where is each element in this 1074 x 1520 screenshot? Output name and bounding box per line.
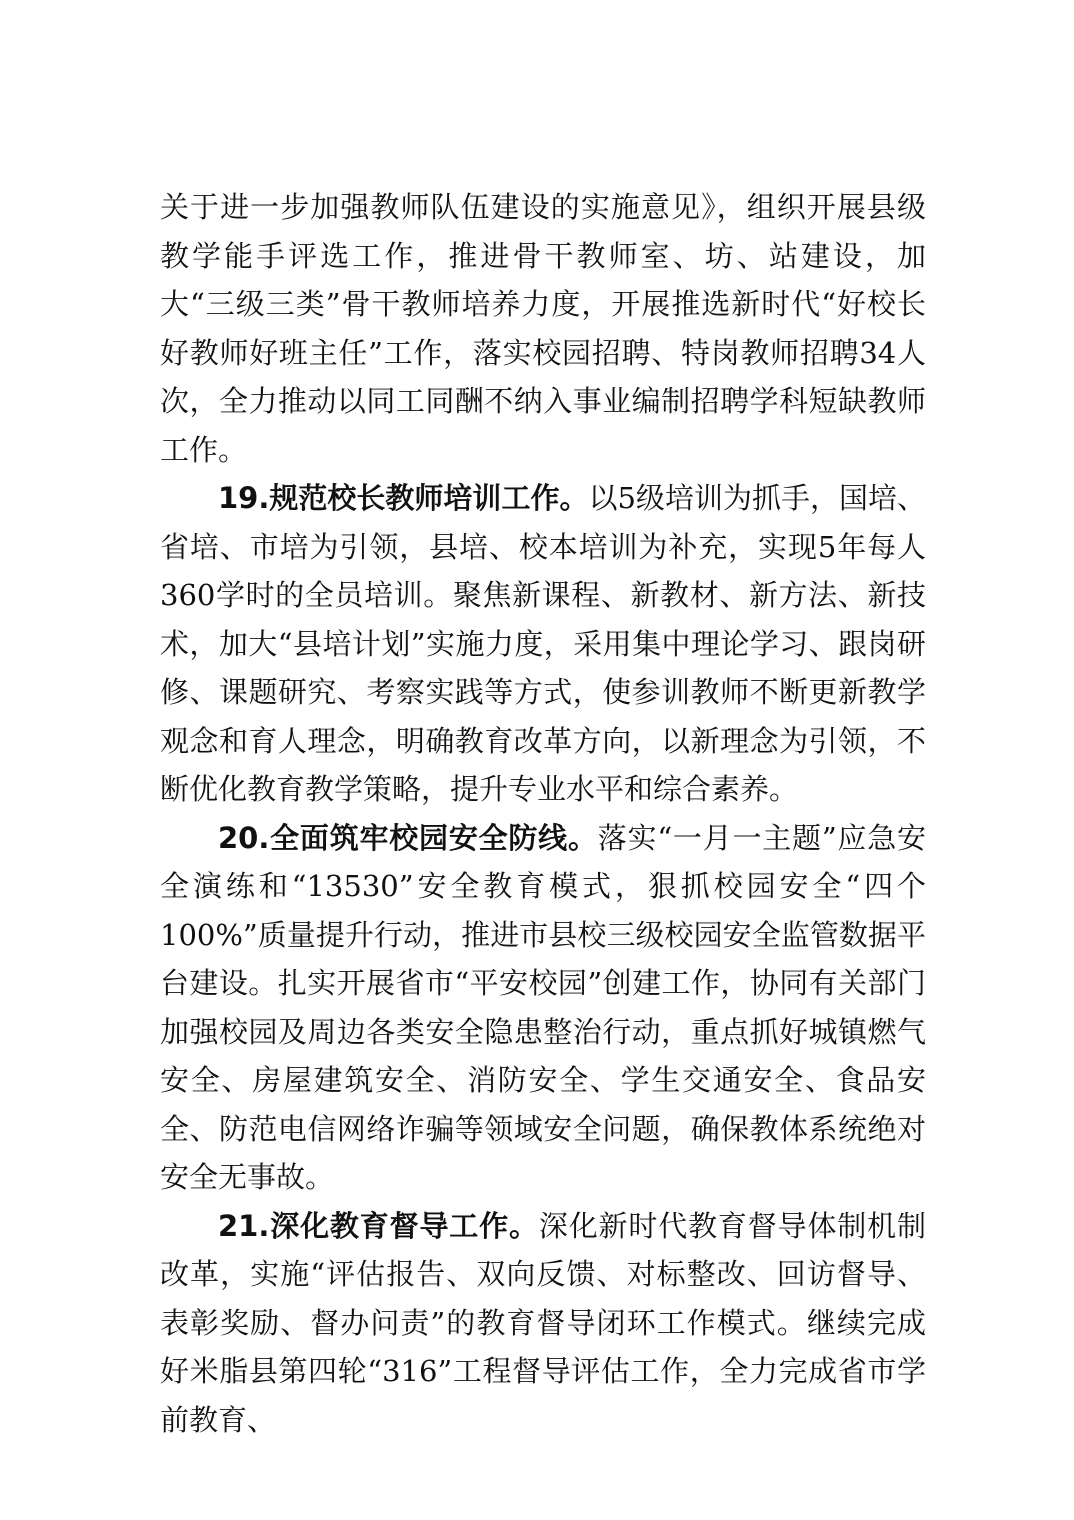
paragraph-text: 以5级培训为抓手，国培、省培、市培为引领，县培、校本培训为补充，实现5年每人360学时的全员培训。聚焦新课程、新教材、新方法、新技术，加大“县培计划”实施力度，采用集中理论学习、跟岗研修、课题研究、考察实践等方式，使参训教师不断更新教学观念和育人理念，明确教育改革方向，以新理念为引领，不断优化教育教学策略，提升专业水平和综合素养。: [160, 481, 927, 806]
section-heading: 20.全面筑牢校园安全防线。: [218, 820, 598, 855]
paragraph-text: 落实“一月一主题”应急安全演练和“13530”安全教育模式，狠抓校园安全“四个100%”质量提升行动，推进市县校三级校园安全监管数据平台建设。扎实开展省市“平安校园”创建工作，协同有关部门加强校园及周边各类安全隐患整治行动，重点抓好城镇燃气安全、房屋建筑安全、消防安全、学生交通安全、食品安全、防范电信网络诈骗等领域安全问题，确保教体系统绝对安全无事故。: [160, 820, 926, 1194]
section-heading: 21.深化教育督导工作。: [218, 1208, 539, 1243]
paragraph-text: 关于进一步加强教师队伍建设的实施意见》，组织开展县级教学能手评选工作，推进骨干教师室、坊、站建设，加大“三级三类”骨干教师培养力度，开展推选新时代“好校长好教师好班主任”工作，落实校园招聘、特岗教师招聘34人次，全力推动以同工同酬不纳入事业编制招聘学科短缺教师工作。: [160, 190, 926, 467]
paragraph-continuation: [160, 183, 926, 474]
section-heading: 19.规范校长教师培训工作。: [218, 481, 589, 515]
document-body: [160, 183, 926, 1444]
paragraph-text: 深化新时代教育督导体制机制改革，实施“评估报告、双向反馈、对标整改、回访督导、表彰奖励、督办问责”的教育督导闭环工作模式。继续完成好米脂县第四轮“316”工程督导评估工作，全力完成省市学前教育、: [160, 1208, 926, 1437]
paragraph-education-supervision: [160, 1202, 926, 1445]
paragraph-campus-safety: [160, 814, 926, 1202]
paragraph-teacher-training: [160, 474, 926, 814]
